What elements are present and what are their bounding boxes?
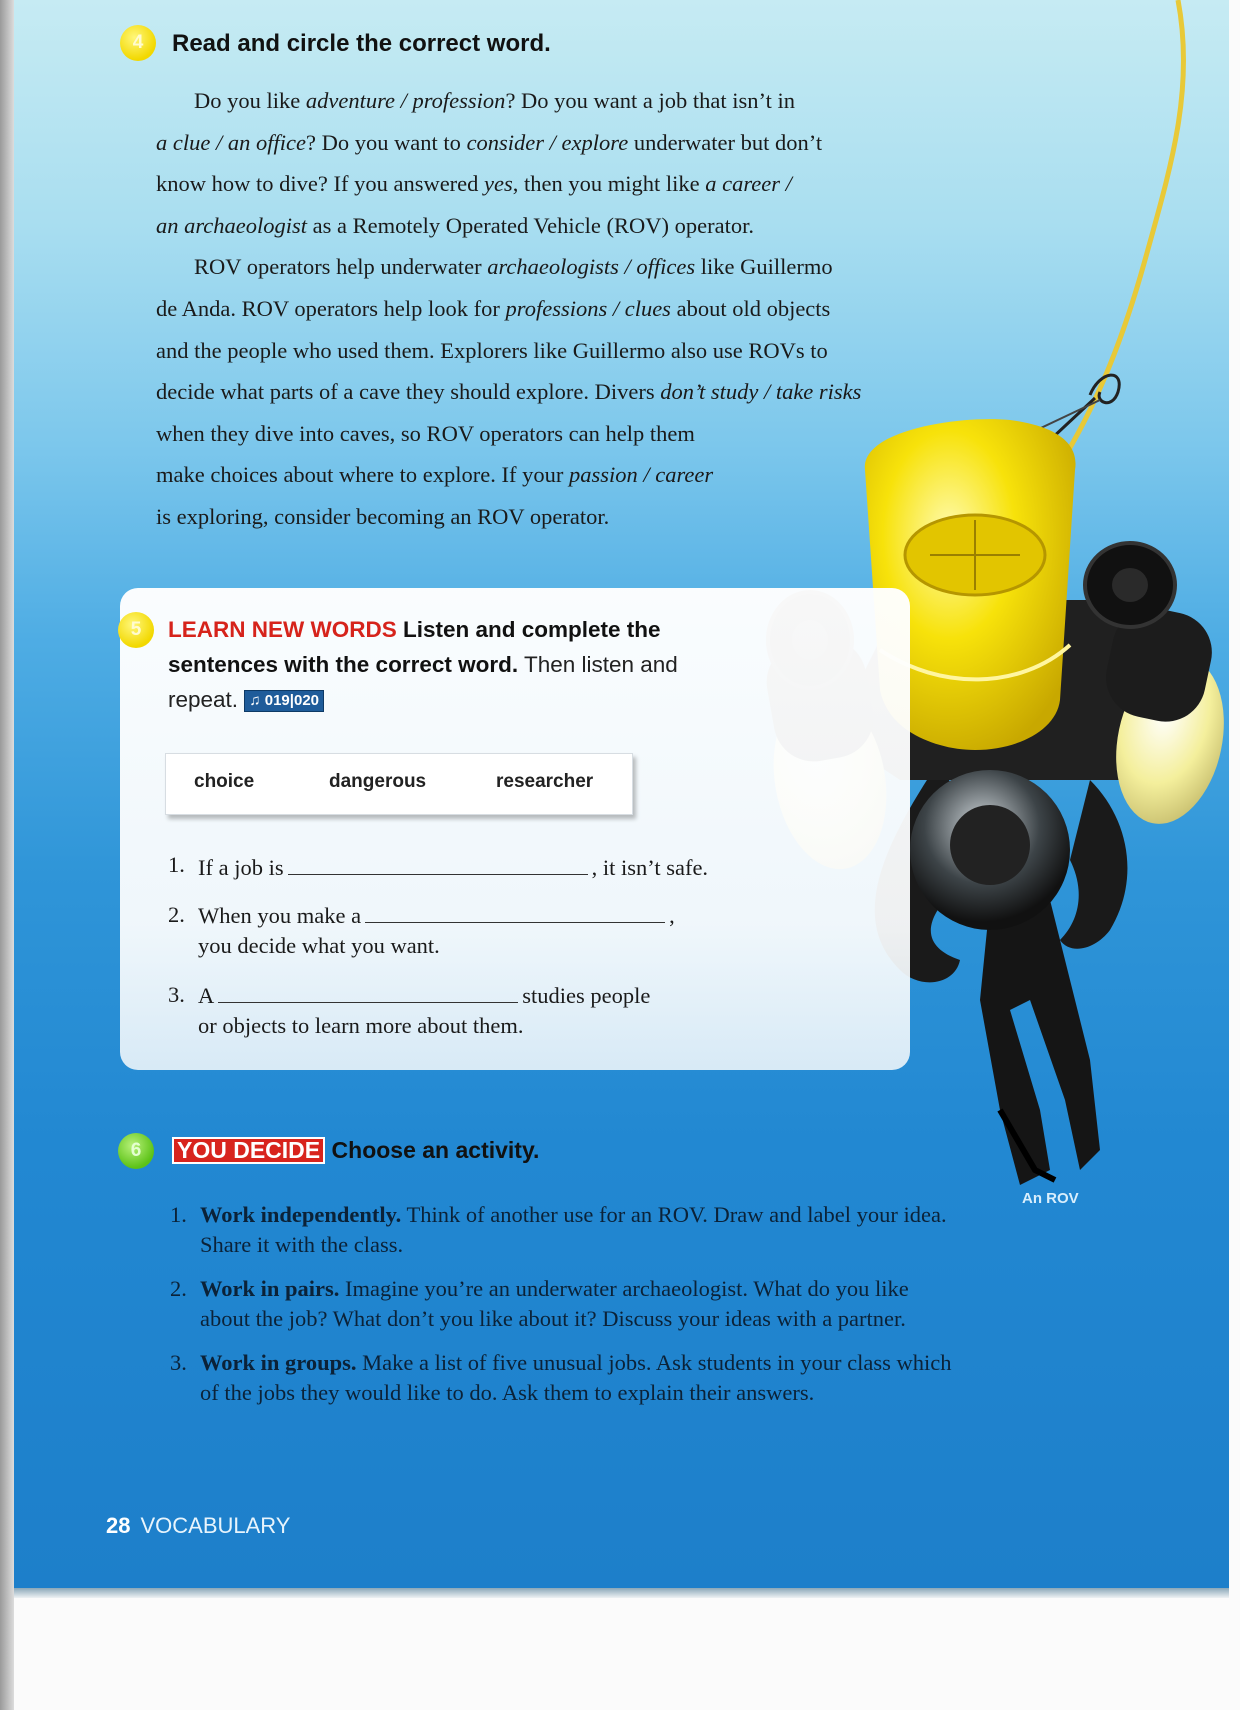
- exercise-6-title: Choose an activity.: [331, 1137, 540, 1163]
- sentence-text: A: [198, 983, 215, 1008]
- passage-text: ROV operators help underwater: [194, 254, 488, 280]
- sentence-number: 2.: [168, 902, 185, 927]
- exercise-5-instruction-plain: Then listen and repeat.: [168, 652, 678, 712]
- passage-line: [156, 163, 1036, 205]
- page-number: 28: [106, 1513, 131, 1538]
- activity-number: 1.: [170, 1202, 187, 1227]
- exercise-4-title: Read and circle the correct word.: [172, 30, 551, 57]
- word-choice-option[interactable]: passion / career: [568, 462, 714, 488]
- passage-text: make choices about where to explore. If your: [156, 462, 569, 488]
- exercise-6-badge: 6: [118, 1133, 154, 1169]
- exercise-5-instructions: [168, 612, 728, 717]
- sentence-2: [168, 900, 675, 961]
- exercise-6-heading: [172, 1137, 539, 1164]
- exercise-5-badge: 5: [118, 612, 154, 648]
- passage-text: decide what parts of a cave they should explore. Divers: [156, 379, 661, 405]
- word-bank-item: researcher: [496, 771, 594, 792]
- word-choice-option[interactable]: archaeologists / offices: [487, 254, 696, 280]
- you-decide-tag: YOU DECIDE: [172, 1137, 325, 1164]
- word-choice-option[interactable]: a clue / an office: [156, 129, 306, 155]
- photo-caption: An ROV: [1022, 1190, 1079, 1207]
- sentence-text: When you make a: [198, 903, 362, 928]
- passage-text: ? Do you want a job that isn’t in: [505, 88, 795, 113]
- sentence-1: [168, 852, 709, 881]
- sentence-number: 1.: [168, 852, 185, 877]
- sentence-text: If a job is: [198, 855, 284, 880]
- word-bank-item: dangerous: [329, 771, 427, 792]
- passage-line: [156, 288, 1036, 330]
- passage-line: [156, 371, 1036, 413]
- passage-line: [156, 205, 1036, 247]
- activity-mode: Work in pairs.: [200, 1276, 340, 1301]
- word-bank: [165, 753, 633, 815]
- sentence-text: studies people: [522, 983, 651, 1008]
- passage-line: [156, 454, 1036, 496]
- passage-text: underwater but don’t: [628, 129, 823, 155]
- passage-line: [156, 122, 1036, 164]
- learn-new-words-tag: LEARN NEW WORDS: [168, 617, 397, 642]
- passage-text: and the people who used them. Explorers like Guillermo also use ROVs to: [156, 337, 828, 363]
- passage-text: , then you might like: [512, 171, 706, 197]
- passage-line: [156, 413, 1036, 455]
- word-choice-option[interactable]: don’t study / take risks: [660, 379, 862, 405]
- audio-track-1[interactable]: 019: [264, 692, 290, 709]
- activity-item: [170, 1274, 960, 1334]
- word-bank-item: choice: [194, 771, 255, 792]
- word-choice-option[interactable]: an archaeologist: [156, 212, 308, 238]
- passage-line: [156, 496, 1036, 538]
- passage-line: [156, 80, 1036, 122]
- activity-text: Imagine you’re an underwater archaeologist. What do you like about the job? What don’t you like about it? Discuss your ideas with a partner.: [200, 1276, 909, 1331]
- answer-blank[interactable]: [218, 980, 518, 1003]
- exercise-4-badge: 4: [120, 25, 156, 61]
- passage-line: [156, 330, 1036, 372]
- sentence-text: ,: [669, 903, 675, 928]
- activity-text: Make a list of five unusual jobs. Ask students in your class which of the jobs they would like to do. Ask them to explain their answers.: [200, 1350, 952, 1405]
- activity-item: [170, 1200, 960, 1260]
- page-footer: [106, 1513, 290, 1539]
- activity-number: 3.: [170, 1350, 187, 1375]
- answer-blank[interactable]: [365, 900, 665, 923]
- passage-text: de Anda. ROV operators help look for: [156, 295, 506, 321]
- exercise-4-passage: [156, 80, 1036, 538]
- sentence-text: , it isn’t safe.: [591, 855, 709, 880]
- activity-item: [170, 1348, 960, 1408]
- word-choice-option[interactable]: a career /: [705, 171, 792, 197]
- passage-text: is exploring, consider becoming an ROV operator.: [156, 503, 610, 529]
- activity-mode: Work in groups.: [200, 1350, 357, 1375]
- passage-text: as a Remotely Operated Vehicle (ROV) operator.: [307, 212, 754, 238]
- passage-line: [156, 246, 1036, 288]
- word-choice-option[interactable]: adventure / profession: [305, 88, 506, 113]
- sentence-continuation: you decide what you want.: [198, 933, 440, 958]
- passage-text: about old objects: [670, 295, 831, 321]
- passage-text: know how to dive? If you answered: [156, 171, 485, 197]
- word-choice-option[interactable]: yes: [484, 171, 513, 197]
- passage-text: like Guillermo: [695, 254, 833, 280]
- passage-text: Do you like: [194, 88, 306, 113]
- page-bottom-edge: [14, 1588, 1229, 1598]
- activity-text: Think of another use for an ROV. Draw and label your idea. Share it with the class.: [200, 1202, 947, 1257]
- exercise-5-instruction-bold: Listen and complete the sentences with the correct word.: [168, 617, 661, 677]
- sentence-continuation: or objects to learn more about them.: [198, 1013, 524, 1038]
- passage-text: when they dive into caves, so ROV operators can help them: [156, 420, 695, 446]
- section-name: VOCABULARY: [140, 1513, 291, 1538]
- page-binding-shadow: [0, 0, 14, 1710]
- audio-track-icon[interactable]: ♫ 019|020: [244, 690, 324, 712]
- sentence-number: 3.: [168, 982, 185, 1007]
- audio-track-2[interactable]: 020: [293, 692, 320, 709]
- activity-list: [170, 1200, 960, 1422]
- sentence-3: [168, 980, 651, 1041]
- word-choice-option[interactable]: professions / clues: [505, 295, 671, 321]
- answer-blank[interactable]: [288, 852, 588, 875]
- activity-number: 2.: [170, 1276, 187, 1301]
- passage-text: ? Do you want to: [305, 129, 467, 155]
- activity-mode: Work independently.: [200, 1202, 402, 1227]
- word-choice-option[interactable]: consider / explore: [466, 129, 629, 155]
